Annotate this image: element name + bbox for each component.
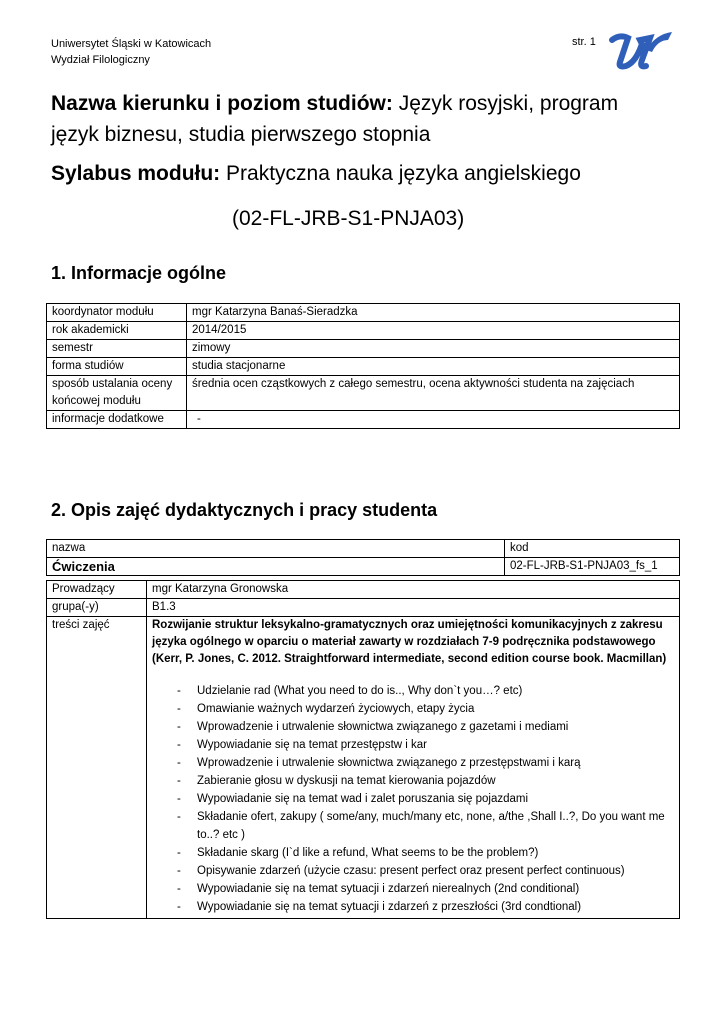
teacher-value: mgr Katarzyna Gronowska: [147, 581, 680, 599]
teacher-label: Prowadzący: [47, 581, 147, 599]
row-value: -: [187, 411, 680, 429]
table-row: [47, 340, 680, 358]
page-number: str. 1: [572, 36, 596, 48]
classes-table: [46, 539, 680, 576]
university-name: Uniwersytet Śląski w Katowicach: [51, 38, 212, 50]
table-row: [47, 411, 680, 429]
table-row: [47, 617, 680, 919]
row-label: sposób ustalania oceny końcowej modułu: [47, 376, 187, 411]
row-label: semestr: [47, 340, 187, 358]
name-label: nazwa: [47, 540, 505, 558]
table-row: [47, 376, 680, 411]
content-cell: [147, 617, 680, 919]
table-row: [47, 581, 680, 599]
row-label: koordynator modułu: [47, 304, 187, 322]
list-item: - Wypowiadanie się na temat przestępstw i kar: [197, 736, 674, 754]
row-value: studia stacjonarne: [187, 358, 680, 376]
list-item: - Wypowiadanie się na temat sytuacji i zdarzeń nierealnych (2nd conditional): [197, 880, 674, 898]
table-row: [47, 322, 680, 340]
header: [51, 36, 211, 68]
row-label: informacje dodatkowe: [47, 411, 187, 429]
list-item: - Wypowiadanie się na temat sytuacji i zdarzeń z przeszłości (3rd condtional): [197, 898, 674, 916]
row-label: rok akademicki: [47, 322, 187, 340]
title-label: Nazwa kierunku i poziom studiów:: [51, 92, 393, 115]
list-item: - Składanie skarg (I`d like a refund, What seems to be the problem?): [197, 844, 674, 862]
module-code: (02-FL-JRB-S1-PNJA03): [232, 207, 465, 230]
group-value: B1.3: [147, 599, 680, 617]
syllabus-title: [51, 158, 581, 189]
list-item: - Wprowadzenie i utrwalenie słownictwa związanego z gazetami i mediami: [197, 718, 674, 736]
title-value: Język rosyjski, program język biznesu, studia pierwszego stopnia: [51, 92, 619, 146]
section-2-heading: 2. Opis zajęć dydaktycznych i pracy studenta: [51, 500, 438, 520]
list-item: - Opisywanie zdarzeń (użycie czasu: present perfect oraz present perfect continuous): [197, 862, 674, 880]
class-details-table: [46, 580, 680, 919]
table-row: [47, 599, 680, 617]
syllabus-value: Praktyczna nauka języka angielskiego: [220, 162, 581, 185]
list-item: - Składanie ofert, zakupy ( some/any, much/many etc, none, a/the ,Shall I..?, Do you want me to..? etc ): [197, 808, 674, 844]
table-row: [47, 304, 680, 322]
row-value: zimowy: [187, 340, 680, 358]
section-1-heading: 1. Informacje ogólne: [51, 263, 227, 283]
page-title: [51, 88, 671, 150]
syllabus-label: Sylabus modułu:: [51, 162, 221, 185]
class-name: Ćwiczenia: [47, 558, 505, 576]
code-label: kod: [505, 540, 680, 558]
list-item: - Wypowiadanie się na temat wad i zalet poruszania się pojazdami: [197, 790, 674, 808]
university-logo-icon: [606, 26, 676, 70]
row-label: forma studiów: [47, 358, 187, 376]
table-row: [47, 540, 680, 558]
group-label: grupa(-y): [47, 599, 147, 617]
list-item: - Udzielanie rad (What you need to do is.., Why don`t you…? etc): [197, 682, 674, 700]
list-item: - Wprowadzenie i utrwalenie słownictwa związanego z przestępstwami i karą: [197, 754, 674, 772]
table-row: [47, 558, 680, 576]
table-row: [47, 358, 680, 376]
class-code: 02-FL-JRB-S1-PNJA03_fs_1: [505, 558, 680, 576]
faculty-name: Wydział Filologiczny: [51, 54, 150, 66]
row-value: 2014/2015: [187, 322, 680, 340]
list-item: - Zabieranie głosu w dyskusji na temat kierowania pojazdów: [197, 772, 674, 790]
content-list: [152, 682, 674, 916]
general-info-table: [46, 303, 680, 429]
row-value: mgr Katarzyna Banaś-Sieradzka: [187, 304, 680, 322]
content-label: treści zajęć: [47, 617, 147, 919]
content-intro: Rozwijanie struktur leksykalno-gramatycznych oraz umiejętności komunikacyjnych z zakresu języka ogólnego w oparciu o materiał zawarty w rozdziałach 7-9 podręcznika podstawowego (Kerr, P. Jones, C. 2012. Straightforward intermediate, second edition course book. Macmillan): [152, 619, 667, 665]
row-value: średnia ocen cząstkowych z całego semestru, ocena aktywności studenta na zajęciach: [187, 376, 680, 411]
list-item: - Omawianie ważnych wydarzeń życiowych, etapy życia: [197, 700, 674, 718]
